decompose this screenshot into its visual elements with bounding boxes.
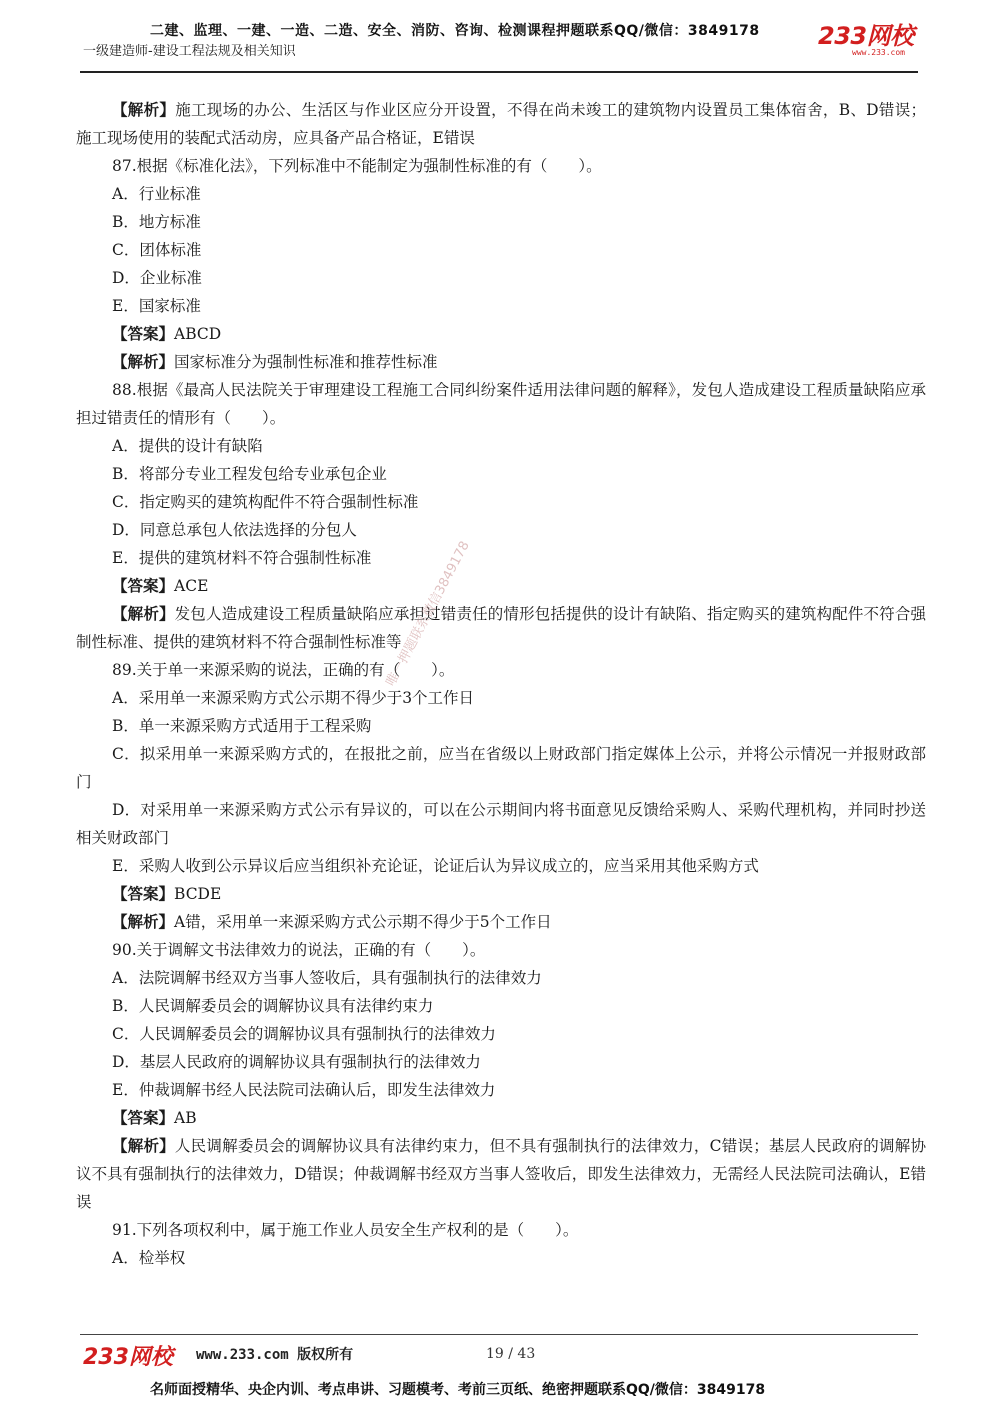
- question-89-option: A．采用单一来源采购方式公示期不得少于3个工作日: [112, 689, 475, 707]
- question-87-option: E．国家标准: [112, 297, 201, 315]
- question-87-option: A．行业标准: [112, 185, 201, 203]
- logo-text: 233网校: [818, 22, 914, 50]
- footer-divider: [80, 1334, 918, 1335]
- question-88-option: C．指定购买的建筑构配件不符合强制性标准: [112, 493, 419, 511]
- logo: [818, 24, 928, 68]
- header-subject: 一级建造师-建设工程法规及相关知识: [83, 44, 296, 59]
- analysis-tag: 【解析】: [112, 100, 176, 119]
- question-90-stem: 90.关于调解文书法律效力的说法，正确的有（ ）。: [112, 941, 486, 959]
- question-90-option: C．人民调解委员会的调解协议具有强制执行的法律效力: [112, 1025, 496, 1043]
- question-87-stem: 87.根据《标准化法》，下列标准中不能制定为强制性标准的有（ ）。: [112, 157, 602, 175]
- question-89-option: D．对采用单一来源采购方式公示有异议的，可以在公示期间内将书面意见反馈给采购人、采购代理机构，并同时抄送相关财政部门: [76, 801, 926, 847]
- question-90-answer: 【答案】AB: [112, 1108, 197, 1127]
- question-89-option: C．拟采用单一来源采购方式的，在报批之前，应当在省级以上财政部门指定媒体上公示，并将公示情况一并报财政部门: [76, 745, 926, 791]
- question-88-stem: 88.根据《最高人民法院关于审理建设工程施工合同纠纷案件适用法律问题的解释》，发包人造成建设工程质量缺陷应承担过错责任的情形有（ ）。: [76, 381, 926, 427]
- question-89-stem: 89.关于单一来源采购的说法，正确的有（ ）。: [112, 661, 455, 679]
- question-88-option: B．将部分专业工程发包给专业承包企业: [112, 465, 387, 483]
- footer-logo: 233网校: [83, 1345, 173, 1370]
- question-88-answer: 【答案】ACE: [112, 576, 209, 595]
- question-91-stem: 91.下列各项权利中，属于施工作业人员安全生产权利的是（ ）。: [112, 1221, 579, 1239]
- question-89-answer: 【答案】BCDE: [112, 884, 222, 903]
- question-89-option: E．采购人收到公示异议后应当组织补充论证，论证后认为异议成立的，应当采用其他采购方式: [112, 857, 759, 875]
- question-87-analysis: 【解析】国家标准分为强制性标准和推荐性标准: [112, 352, 438, 371]
- question-89-option: B．单一来源采购方式适用于工程采购: [112, 717, 372, 735]
- watermark: 唯一押题联系微信3849178: [383, 538, 473, 689]
- page-number: 19 / 43: [486, 1346, 536, 1362]
- question-87-option: C．团体标准: [112, 241, 202, 259]
- question-88-analysis: 【解析】发包人造成建设工程质量缺陷应承担过错责任的情形包括提供的设计有缺陷、指定购买的建筑构配件不符合强制性标准、提供的建筑材料不符合强制性标准等: [76, 604, 926, 651]
- header-promo: 二建、监理、一建、一造、二造、安全、消防、咨询、检测课程押题联系QQ/微信：3849178: [150, 23, 760, 39]
- question-88-option: A．提供的设计有缺陷: [112, 437, 263, 455]
- header-divider: [80, 71, 918, 73]
- logo-url: www.233.com: [852, 48, 905, 57]
- intro-analysis: 【解析】施工现场的办公、生活区与作业区应分开设置，不得在尚未竣工的建筑物内设置员工集体宿舍，B、D错误；施工现场使用的装配式活动房，应具备产品合格证，E错误: [76, 100, 926, 147]
- question-90-option: D．基层人民政府的调解协议具有强制执行的法律效力: [112, 1053, 481, 1071]
- document-body: [76, 96, 926, 1272]
- footer-copyright: www.233.com 版权所有: [196, 1347, 354, 1363]
- question-90-option: B．人民调解委员会的调解协议具有法律约束力: [112, 997, 434, 1015]
- question-88-option: D．同意总承包人依法选择的分包人: [112, 521, 357, 539]
- question-87-option: B．地方标准: [112, 213, 201, 231]
- footer-promo: 名师面授精华、央企内训、考点串讲、习题模考、考前三页纸、绝密押题联系QQ/微信：3849178: [150, 1382, 766, 1398]
- question-90-option: A．法院调解书经双方当事人签收后，具有强制执行的法律效力: [112, 969, 542, 987]
- question-87-answer: 【答案】ABCD: [112, 324, 222, 343]
- question-88-option: E．提供的建筑材料不符合强制性标准: [112, 549, 372, 567]
- question-91-option: A．检举权: [112, 1249, 186, 1267]
- question-87-option: D．企业标准: [112, 269, 202, 287]
- question-90-analysis: 【解析】人民调解委员会的调解协议具有法律约束力，但不具有强制执行的法律效力，C错误；基层人民政府的调解协议不具有强制执行的法律效力，D错误；仲裁调解书经双方当事人签收后，即发生法律效力，无需经人民法院司法确认，E错误: [76, 1136, 926, 1211]
- question-90-option: E．仲裁调解书经人民法院司法确认后，即发生法律效力: [112, 1081, 496, 1099]
- question-89-analysis: 【解析】A错，采用单一来源采购方式公示期不得少于5个工作日: [112, 912, 552, 931]
